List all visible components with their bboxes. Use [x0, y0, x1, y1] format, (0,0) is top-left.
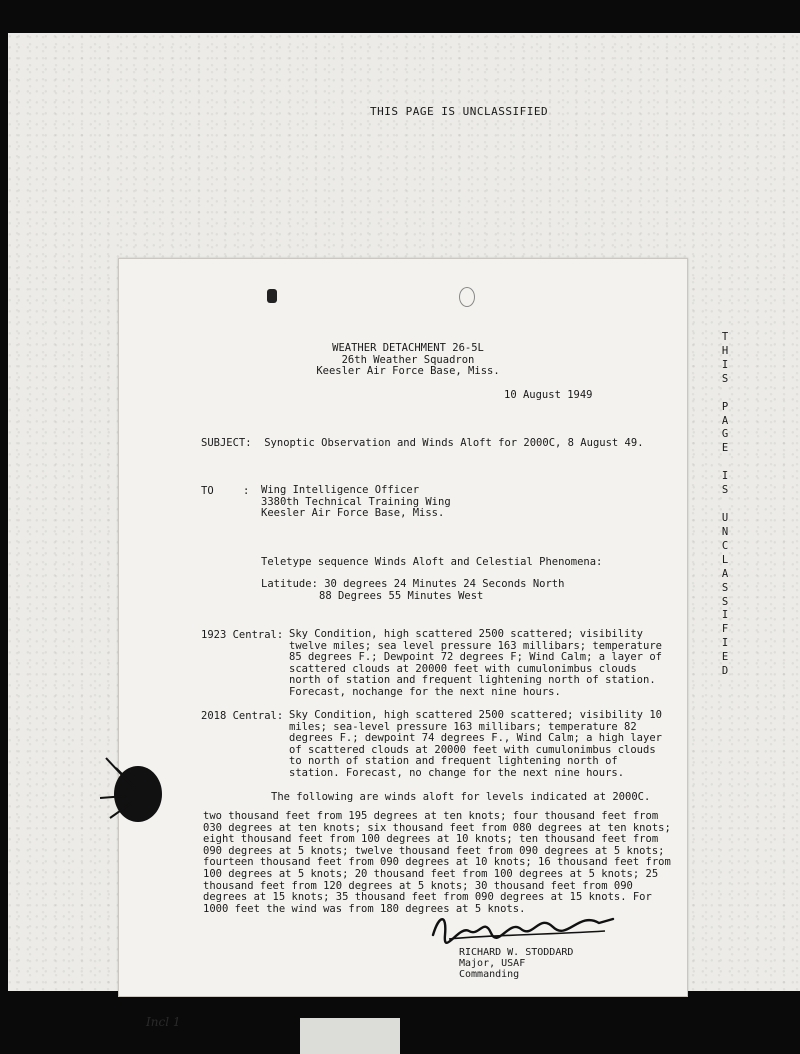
to-colon: :: [243, 485, 250, 497]
observation-time: 1923 Central:: [201, 629, 284, 641]
handwritten-signature: [429, 905, 619, 949]
ink-blot: [96, 748, 166, 828]
to-address-block: Wing Intelligence Officer 3380th Technical Training Wing Keesler Air Force Base, Miss.: [261, 484, 451, 519]
classification-header: THIS PAGE IS UNCLASSIFIED: [370, 105, 549, 118]
marginal-classification-stamp: T H I S P A G E I S U N C L A S S I F I E D: [721, 331, 729, 678]
observation-text: Sky Condition, high scattered 2500 scattered; visibility twelve miles; sea level pressure 163 millibars; temperature 85 degrees F.; Dewpoint 72 degrees F; Wind Calm; a layer of scattered clouds at 20000 feet with cumulonimbus clouds north of station and frequent lightening north of station. Forecast, nochange for the next nine hours.: [289, 628, 662, 698]
observation-time: 2018 Central:: [201, 710, 284, 722]
station-coordinates: Latitude: 30 degrees 24 Minutes 24 Seconds North 88 Degrees 55 Minutes West: [261, 578, 565, 602]
observation-text: Sky Condition, high scattered 2500 scattered; visibility 10 miles; sea-level pressure 163 millibars; temperature 82 degrees F.; dewpoint 74 degrees F., Wind Calm; a high layer of scattered clouds at 20000 feet with cumulonimbus clouds to north of station and frequent lightening north of station. Forecast, no change for the next nine hours.: [289, 709, 662, 779]
signature-block: RICHARD W. STODDARD Major, USAF Commanding: [459, 947, 574, 980]
subject-line: SUBJECT: Synoptic Observation and Winds Aloft for 2000C, 8 August 49.: [201, 437, 644, 449]
winds-aloft-intro: The following are winds aloft for levels indicated at 2000C.: [271, 791, 651, 803]
punch-hole-mark: [267, 289, 277, 303]
organization-block: WEATHER DETACHMENT 26-5L 26th Weather Squadron Keesler Air Force Base, Miss.: [316, 342, 500, 377]
memo-sheet: [118, 258, 688, 997]
to-label: TO: [201, 485, 214, 497]
handwritten-enclosure-note: Incl 1: [146, 1015, 181, 1029]
teletype-heading: Teletype sequence Winds Aloft and Celestial Phenomena:: [261, 556, 603, 568]
winds-aloft-text: two thousand feet from 195 degrees at ten knots; four thousand feet from 030 degrees at ten knots; six thousand feet from 080 degrees at ten knots; eight thousand feet from 100 degrees at 10 knots; ten thousand feet from 090 degrees at 5 knots; twelve thousand feet from 090 degrees at 5 knots; fourteen thousand feet from 090 degrees at 10 knots; 16 thousand feet from 100 degrees at 5 knots; 20 thousand feet from 100 degrees at 5 knots; 25 thousand feet from 120 degrees at 5 knots; 30 thousand feet from 090 degrees at 15 knots; 35 thousand feet from 090 degrees at 15 knots. For 1000 feet the wind was from 180 degrees at 5 knots.: [203, 810, 671, 915]
memo-date: 10 August 1949: [504, 389, 593, 401]
punch-hole-outline: [459, 287, 475, 307]
scan-edge-strip: [300, 1018, 400, 1054]
